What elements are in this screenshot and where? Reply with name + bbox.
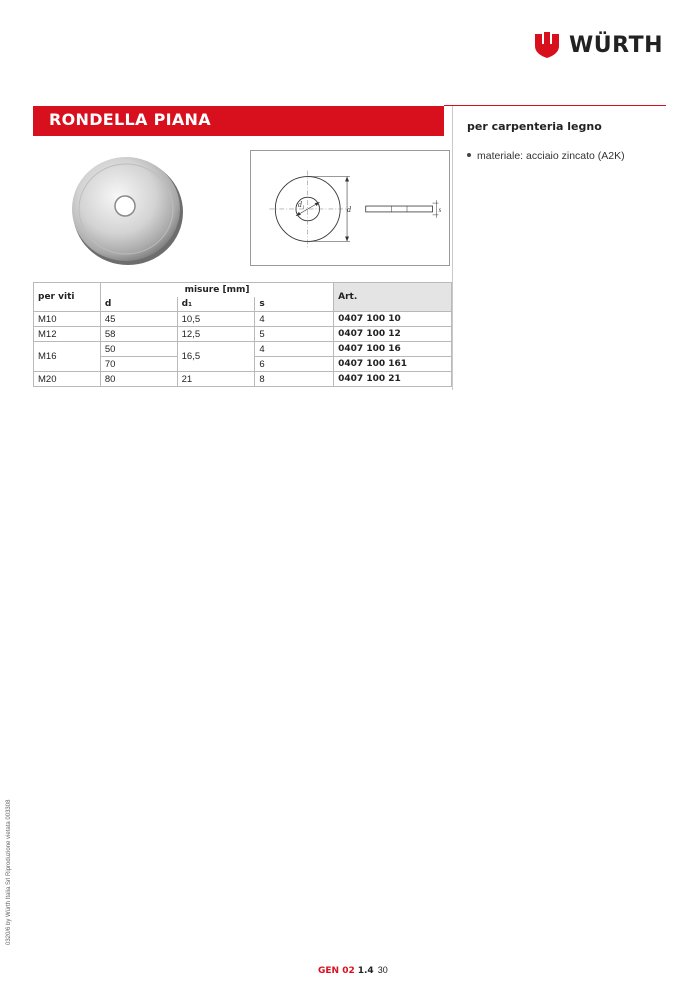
page-number: 30: [377, 965, 388, 975]
product-title: RONDELLA PIANA: [49, 110, 211, 129]
label-s: s: [438, 206, 442, 214]
cell-s: 8: [255, 372, 334, 387]
bullet-icon: [467, 153, 471, 157]
cell-s: 4: [255, 342, 334, 357]
product-subtitle: per carpenteria legno: [467, 120, 602, 133]
label-d: d: [347, 204, 351, 214]
cell-d: 58: [100, 327, 177, 342]
cell-d: 70: [100, 357, 177, 372]
table-row: [34, 312, 452, 327]
section-number: 1.4: [357, 966, 374, 976]
cell-d1: 12,5: [177, 327, 255, 342]
cell-s: 4: [255, 312, 334, 327]
cell-viti: M12: [34, 327, 101, 342]
header-per-viti: per viti: [34, 283, 101, 312]
cell-art: 0407 100 16: [334, 342, 452, 357]
cell-viti: M10: [34, 312, 101, 327]
header-d: d: [100, 297, 177, 312]
table-row: [34, 372, 452, 387]
cell-viti: M16: [34, 342, 101, 372]
cell-viti: M20: [34, 372, 101, 387]
page-footer: [318, 965, 388, 976]
wurth-logo: [533, 28, 669, 62]
cell-art: 0407 100 161: [334, 357, 452, 372]
cell-art: 0407 100 10: [334, 312, 452, 327]
table-row: [34, 342, 452, 357]
title-rule: [444, 105, 666, 106]
cell-d1: 10,5: [177, 312, 255, 327]
cell-d: 80: [100, 372, 177, 387]
cell-d1: 16,5: [177, 342, 255, 372]
cell-d1: 21: [177, 372, 255, 387]
header-art: Art.: [334, 283, 452, 312]
feature-item: [467, 150, 625, 162]
feature-text: materiale: acciaio zincato (A2K): [477, 150, 625, 162]
wurth-logo-icon: [533, 30, 561, 60]
cell-d: 50: [100, 342, 177, 357]
cell-art: 0407 100 12: [334, 327, 452, 342]
cell-art: 0407 100 21: [334, 372, 452, 387]
brand-name: WÜRTH: [569, 32, 664, 58]
header-s: s: [255, 297, 334, 312]
label-d1: d₁: [297, 200, 305, 210]
table-row: [34, 327, 452, 342]
title-bar: [33, 106, 444, 136]
copyright-note: 0320/6 by Würth Italia Srl Riproduzione vietata 003308: [6, 799, 12, 945]
column-divider: [452, 106, 453, 390]
header-d1: d₁: [177, 297, 255, 312]
cell-s: 5: [255, 327, 334, 342]
spec-table: [33, 282, 452, 387]
technical-drawing: [250, 150, 450, 266]
header-misure: misure [mm]: [100, 283, 333, 298]
cell-d: 45: [100, 312, 177, 327]
washer-photo: [68, 152, 186, 268]
catalog-code: GEN 02: [318, 966, 355, 976]
cell-s: 6: [255, 357, 334, 372]
